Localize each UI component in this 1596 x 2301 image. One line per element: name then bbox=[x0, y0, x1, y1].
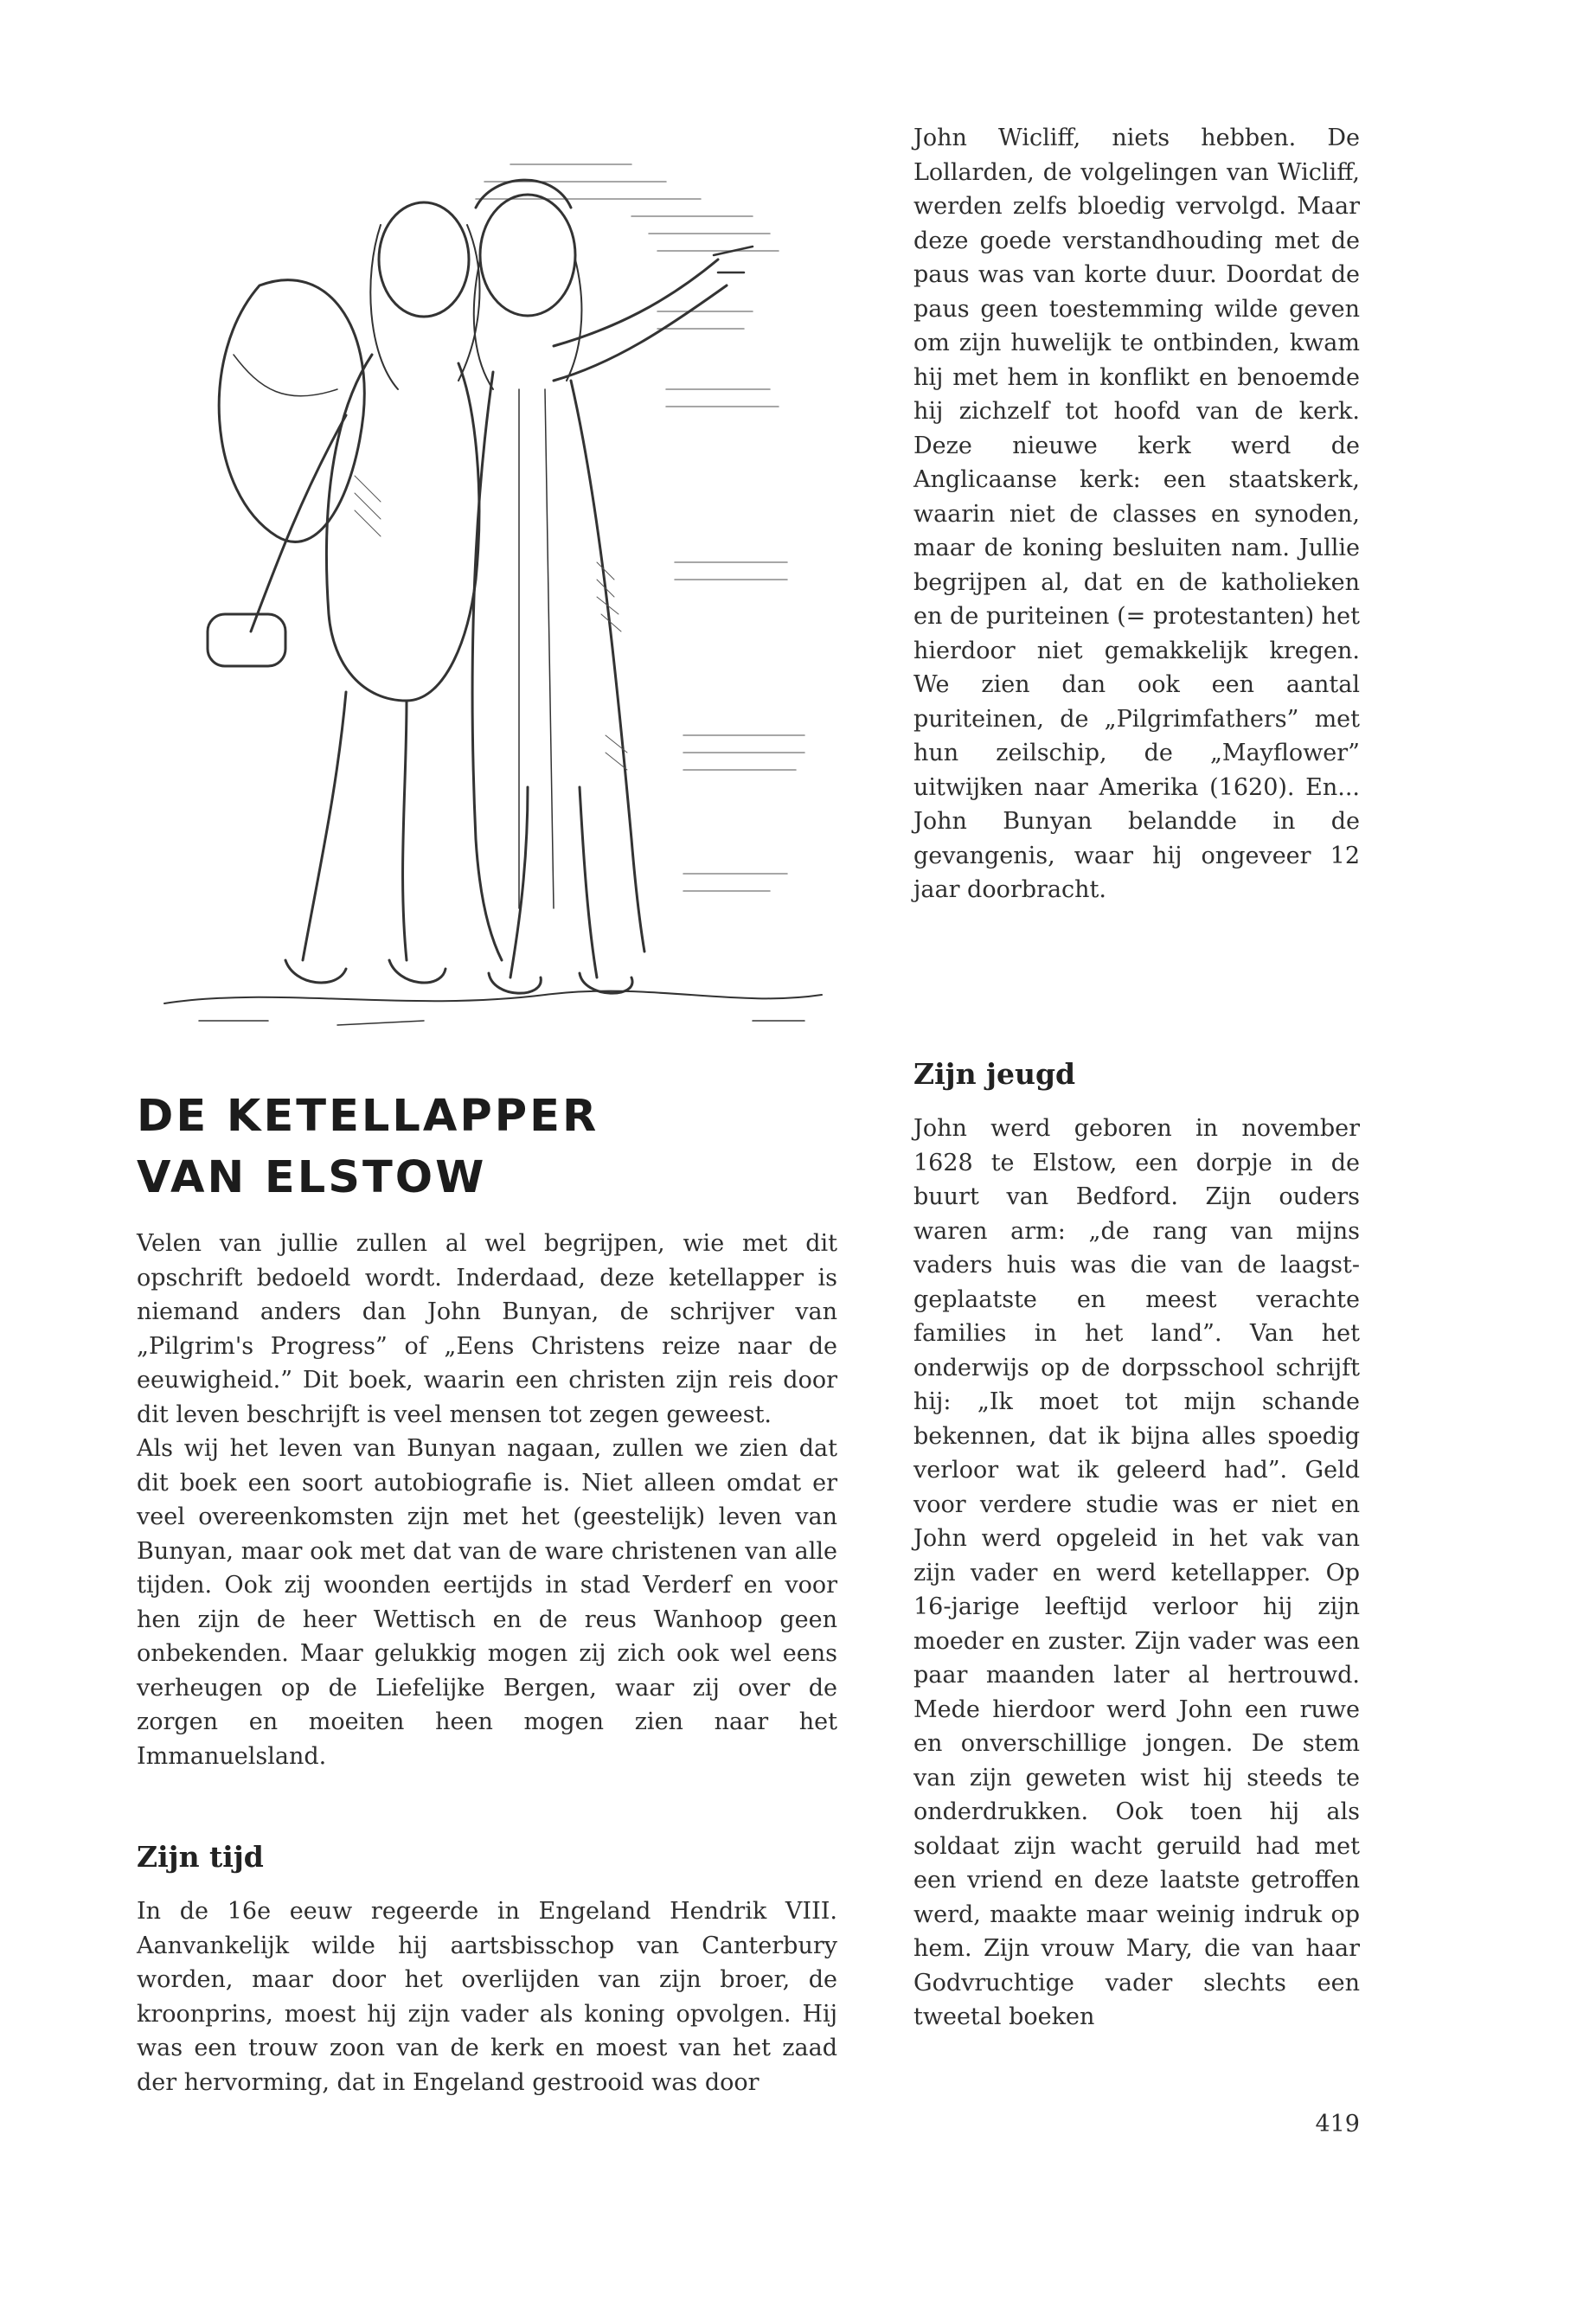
title-line-2: VAN ELSTOW bbox=[137, 1152, 487, 1203]
zijn-tijd-paragraph: In de 16e eeuw regeerde in Engeland Hendrik VIII. Aanvankelijk wilde hij aartsbisschop van Canterbury worden, maar door het overlijden van zijn broer, de kroonprins, moest hij zijn vader als koning opvolgen. Hij was een trouw zoon van de kerk en moest van het zaad der hervorming, dat in Engeland gestrooid was door bbox=[137, 1898, 837, 2096]
illustration-two-pilgrims bbox=[147, 130, 839, 1047]
intro-paragraph-2: Als wij het leven van Bunyan nagaan, zullen we zien dat dit boek een soort autobiografie is. Niet alleen omdat er veel overeenkomsten zijn met het (geestelijk) leven van Bunyan, maar ook met dat van de ware christenen van alle tijden. Ook zij woonden eertijds in stad Verderf en voor hen zijn de heer Wettisch en de reus Wanhoop geen onbekenden. Maar gelukkig mogen zij zich ook wel eens verheugen op de Liefelijke Bergen, waar zij over de zorgen en moeiten heen mogen zien naar het Immanuelsland. bbox=[137, 1435, 837, 1770]
ground bbox=[164, 991, 822, 1003]
intro-paragraph-1: Velen van jullie zullen al wel begrijpen, wie met dit opschrift bedoeld wordt. Inderdaad, deze ketellapper is niemand anders dan John Bunyan, de schrijver van „Pilgrim's Progress” of „Eens Christens reize naar de eeuwigheid.” Dit boek, waarin een christen zijn reis door dit leven beschrijft is veel mensen tot zegen geweest. bbox=[137, 1230, 837, 1428]
intro-section bbox=[137, 1227, 837, 1773]
burden-bundle bbox=[219, 280, 364, 542]
right-column-continuation bbox=[913, 121, 1360, 907]
zijn-jeugd-paragraph: John werd geboren in november 1628 te Elstow, een dorpje in de buurt van Bedford. Zijn ouders waren arm: „de rang van mijns vaders huis was die van de laagst-geplaatste en meest verachte families in het land”. Van het onderwijs op de dorpsschool schrijft hij: „Ik moet tot mijn schande bekennen, dat ik bijna alles spoedig verloor wat ik geleerd had”. Geld voor verdere studie was er niet en John werd opgeleid in het vak van zijn vader en werd ketellapper. Op 16-jarige leeftijd verloor hij zijn moeder en zuster. Zijn vader was een paar maanden later al hertrouwd. Mede hierdoor werd John een ruwe en onverschillige jongen. De stem van zijn geweten wist hij steeds te onderdrukken. Ook toen hij als soldaat zijn wacht geruild had met een vriend en deze laatste getroffen werd, maakte maar weinig indruk op hem. Zijn vrouw Mary, die van haar Godvruchtige vader slechts een tweetal boeken bbox=[913, 1115, 1360, 2030]
zijn-tijd-section bbox=[137, 1894, 837, 2099]
title-line-1: DE KETELLAPPER bbox=[137, 1091, 599, 1142]
scroll bbox=[208, 614, 285, 666]
continuation-paragraph: John Wicliff, niets hebben. De Lollarden, de volgelingen van Wicliff, werden zelfs bloedig vervolgd. Maar deze goede verstandhouding met de paus was van korte duur. Doordat de paus geen toestemming wilde geven om zijn huwelijk te ontbinden, kwam hij met hem in konflikt en benoemde hij zichzelf tot hoofd van de kerk. Deze nieuwe kerk werd de Anglicaanse kerk: een staatskerk, waarin niet de classes en synoden, maar de koning besluiten nam. Jullie begrijpen al, dat en de katholieken en de puriteinen (= protestanten) het hierdoor niet gemakkelijk kregen. We zien dan ook een aantal puriteinen, de „Pilgrimfathers” met hun zeilschip, de „Mayflower” uitwijken naar Amerika (1620). En... John Bunyan belandde in de gevangenis, waar hij ongeveer 12 jaar doorbracht. bbox=[913, 125, 1360, 903]
christian-body bbox=[326, 355, 478, 701]
sky-hatching bbox=[476, 164, 804, 891]
page-number: 419 bbox=[1315, 2111, 1360, 2138]
article-title bbox=[137, 1086, 742, 1208]
engraving-drawing bbox=[147, 130, 839, 1047]
heading-zijn-tijd: Zijn tijd bbox=[137, 1840, 264, 1874]
heading-zijn-jeugd: Zijn jeugd bbox=[913, 1057, 1076, 1091]
christian-head bbox=[379, 202, 469, 317]
evangelist-head bbox=[480, 195, 575, 316]
zijn-jeugd-section bbox=[913, 1112, 1360, 2035]
